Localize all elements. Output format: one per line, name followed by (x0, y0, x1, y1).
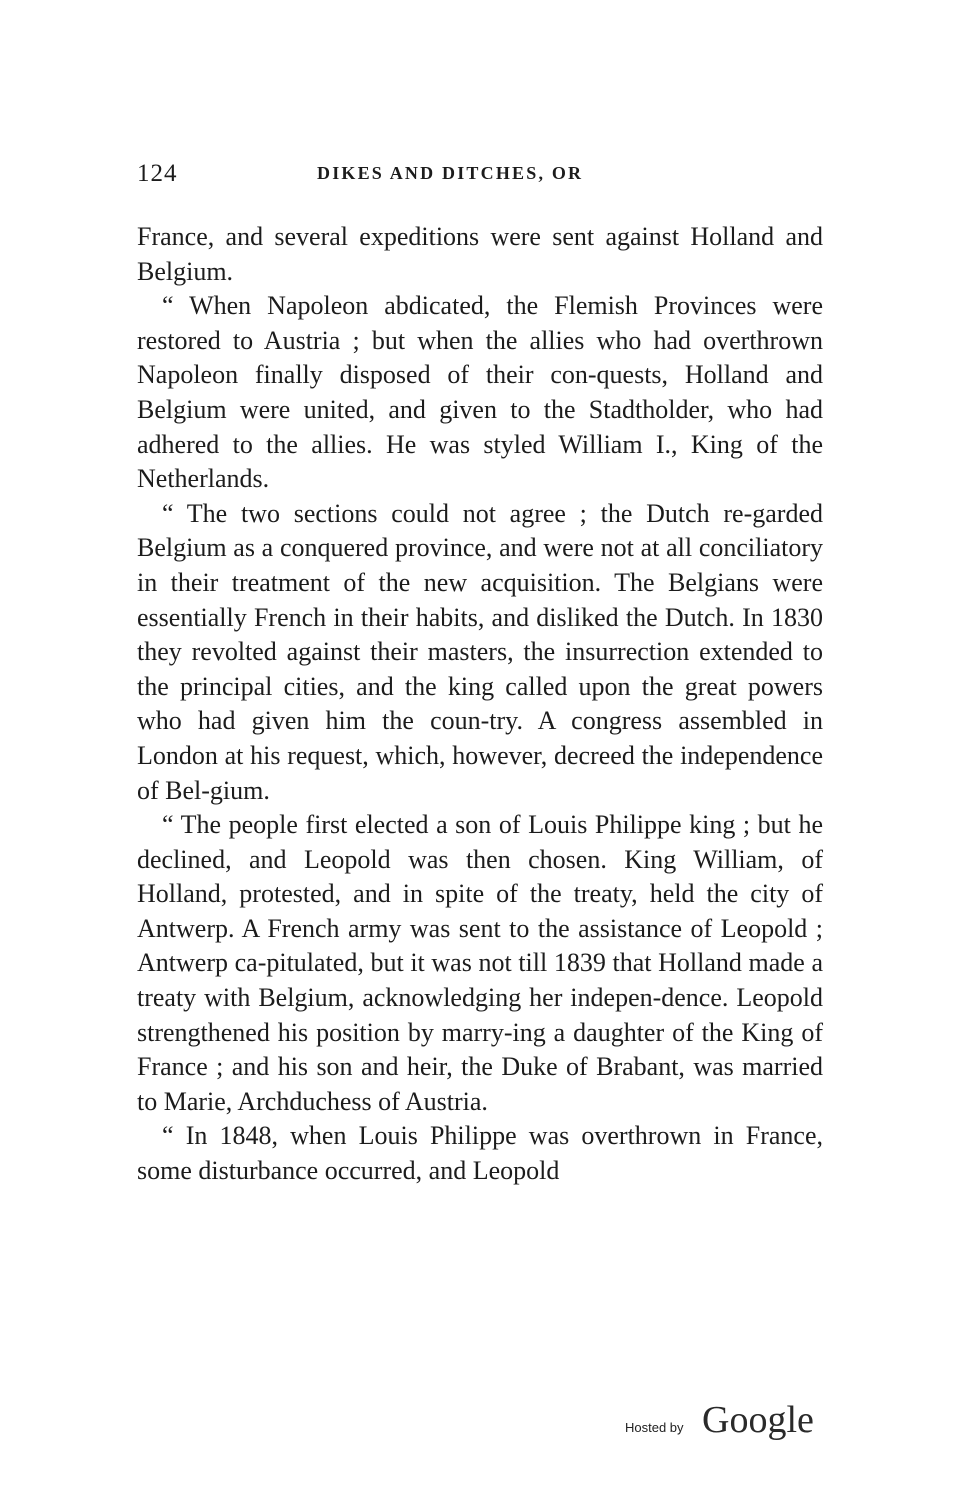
running-header (137, 160, 825, 192)
paragraph: “ The two sections could not agree ; the Dutch re-garded Belgium as a conquered province, and were not at all conciliatory in their treatment of the new acquisition. The Belgians were essentially French in their habits, and disliked the Dutch. In 1830 they revolted against their masters, the insurrection extended to the principal cities, and the king called upon the great powers who had given him the coun-try. A congress assembled in London at his request, which, however, decreed the independence of Bel-gium. (137, 498, 823, 805)
paragraph: France, and several expeditions were sent against Holland and Belgium. (137, 222, 823, 286)
google-logo: Google (702, 1399, 814, 1441)
hosted-by-watermark (625, 1398, 825, 1448)
paragraph: “ The people first elected a son of Louis Philippe king ; but he declined, and Leopold was then chosen. King William, of Holland, protested, and in spite of the treaty, held the city of Antwerp. A French army was sent to the assistance of Leopold ; Antwerp ca-pitulated, but it was not till 1839 that Holland made a treaty with Belgium, acknowledging her indepen-dence. Leopold strengthened his position by marry-ing a daughter of the King of France ; and his son and heir, the Duke of Brabant, was married to Marie, Archduchess of Austria. (137, 810, 823, 1116)
running-title: DIKES AND DITCHES, OR (317, 163, 584, 183)
paragraph: “ In 1848, when Louis Philippe was overthrown in France, some disturbance occurred, and Leopold (137, 1121, 823, 1186)
hosted-by-label: Hosted by (625, 1420, 684, 1435)
body-text (137, 220, 823, 1189)
page-number: 124 (137, 160, 178, 187)
paragraph: “ When Napoleon abdicated, the Flemish Provinces were restored to Austria ; but when the allies who had overthrown Napoleon finally disposed of their con-quests, Holland and Belgium were united, and given to the Stadtholder, who had adhered to the allies. He was styled William I., King of the Netherlands. (137, 291, 823, 494)
